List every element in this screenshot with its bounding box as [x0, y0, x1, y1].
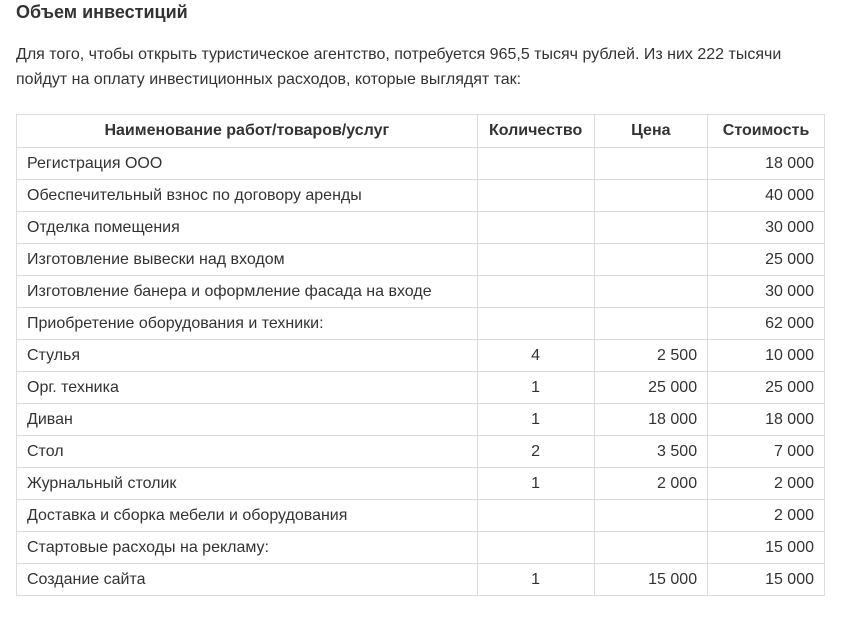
- cell-name: Отделка помещения: [17, 212, 478, 244]
- cell-quantity: [477, 148, 594, 180]
- investment-table: [16, 114, 825, 596]
- cell-quantity: 1: [477, 468, 594, 500]
- cell-cost: 30 000: [708, 212, 825, 244]
- cell-name: Диван: [17, 404, 478, 436]
- cell-price: [594, 244, 708, 276]
- cell-quantity: 2: [477, 436, 594, 468]
- header-price: Цена: [594, 115, 708, 148]
- cell-cost: 2 000: [708, 468, 825, 500]
- cell-price: 18 000: [594, 404, 708, 436]
- table-row: [17, 404, 825, 436]
- table-row: [17, 468, 825, 500]
- cell-cost: 2 000: [708, 500, 825, 532]
- cell-name: Приобретение оборудования и техники:: [17, 308, 478, 340]
- table-row: [17, 180, 825, 212]
- cell-price: [594, 180, 708, 212]
- cell-price: [594, 276, 708, 308]
- cell-quantity: [477, 500, 594, 532]
- cell-price: [594, 308, 708, 340]
- cell-quantity: [477, 180, 594, 212]
- cell-name: Стол: [17, 436, 478, 468]
- cell-name: Обеспечительный взнос по договору аренды: [17, 180, 478, 212]
- cell-name: Стулья: [17, 340, 478, 372]
- cell-name: Журнальный столик: [17, 468, 478, 500]
- cell-price: 25 000: [594, 372, 708, 404]
- cell-cost: 10 000: [708, 340, 825, 372]
- cell-cost: 18 000: [708, 148, 825, 180]
- cell-name: Изготовление вывески над входом: [17, 244, 478, 276]
- cell-price: 3 500: [594, 436, 708, 468]
- cell-cost: 18 000: [708, 404, 825, 436]
- table-row: [17, 276, 825, 308]
- cell-quantity: [477, 532, 594, 564]
- table-row: [17, 372, 825, 404]
- cell-name: Доставка и сборка мебели и оборудования: [17, 500, 478, 532]
- table-row: [17, 436, 825, 468]
- cell-cost: 15 000: [708, 532, 825, 564]
- header-name: Наименование работ/товаров/услуг: [17, 115, 478, 148]
- cell-price: [594, 500, 708, 532]
- table-row: [17, 532, 825, 564]
- table-row: [17, 148, 825, 180]
- cell-price: 15 000: [594, 564, 708, 596]
- cell-name: Стартовые расходы на рекламу:: [17, 532, 478, 564]
- cell-price: 2 500: [594, 340, 708, 372]
- cell-cost: 30 000: [708, 276, 825, 308]
- cell-quantity: 1: [477, 372, 594, 404]
- table-row: [17, 340, 825, 372]
- cell-name: Создание сайта: [17, 564, 478, 596]
- cell-cost: 62 000: [708, 308, 825, 340]
- header-quantity: Количество: [477, 115, 594, 148]
- cell-cost: 40 000: [708, 180, 825, 212]
- cell-cost: 25 000: [708, 244, 825, 276]
- cell-quantity: [477, 212, 594, 244]
- table-row: [17, 244, 825, 276]
- cell-price: [594, 148, 708, 180]
- cell-quantity: [477, 308, 594, 340]
- table-body: [17, 148, 825, 596]
- cell-name: Изготовление банера и оформление фасада на входе: [17, 276, 478, 308]
- table-row: [17, 212, 825, 244]
- cell-quantity: 4: [477, 340, 594, 372]
- cell-cost: 7 000: [708, 436, 825, 468]
- table-row: [17, 500, 825, 532]
- cell-name: Регистрация ООО: [17, 148, 478, 180]
- cell-name: Орг. техника: [17, 372, 478, 404]
- investment-section: [16, 0, 826, 588]
- cell-quantity: [477, 244, 594, 276]
- cell-quantity: 1: [477, 404, 594, 436]
- cell-quantity: [477, 276, 594, 308]
- section-title: Объем инвестиций: [16, 2, 188, 22]
- cell-cost: 25 000: [708, 372, 825, 404]
- header-cost: Стоимость: [708, 115, 825, 148]
- cell-price: [594, 212, 708, 244]
- cell-price: 2 000: [594, 468, 708, 500]
- table-row: [17, 564, 825, 596]
- cell-price: [594, 532, 708, 564]
- table-row: [17, 308, 825, 340]
- intro-paragraph: Для того, чтобы открыть туристическое агентство, потребуется 965,5 тысяч рублей. Из них 222 тысячи пойдут на оплату инвестиционных расходов, которые выглядят так:: [16, 46, 782, 88]
- cell-quantity: 1: [477, 564, 594, 596]
- cell-cost: 15 000: [708, 564, 825, 596]
- table-header-row: [17, 115, 825, 148]
